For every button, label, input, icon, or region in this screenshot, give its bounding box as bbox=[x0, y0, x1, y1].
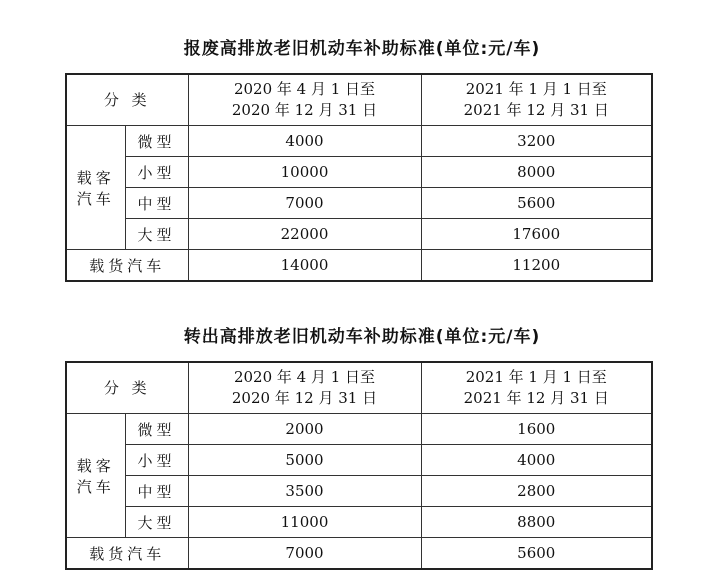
category-header: 分 类 bbox=[66, 74, 188, 126]
period-2-end: 2021 年 12 月 31 日 bbox=[463, 101, 609, 119]
truck-label: 载货汽车 bbox=[66, 250, 188, 282]
subsidy-2020: 10000 bbox=[188, 157, 421, 188]
subsidy-2020: 3500 bbox=[188, 476, 421, 507]
group-label-line: 载客 bbox=[76, 456, 115, 475]
transfer-subsidy-table bbox=[65, 361, 653, 570]
vehicle-type: 微型 bbox=[125, 414, 188, 445]
vehicle-type: 中型 bbox=[125, 188, 188, 219]
table-2-title: 转出高排放老旧机动车补助标准(单位:元/车) bbox=[183, 327, 541, 347]
vehicle-type: 小型 bbox=[125, 157, 188, 188]
group-label-line: 汽车 bbox=[76, 189, 115, 208]
period-2-header bbox=[421, 74, 652, 126]
subsidy-2020: 14000 bbox=[188, 250, 421, 282]
vehicle-type: 小型 bbox=[125, 445, 188, 476]
group-label-line: 载客 bbox=[76, 168, 115, 187]
table-row bbox=[66, 157, 652, 188]
table-1-title: 报废高排放老旧机动车补助标准(单位:元/车) bbox=[183, 39, 541, 59]
period-1-start: 2020 年 4 月 1 日至 bbox=[233, 80, 376, 98]
subsidy-2021: 8000 bbox=[421, 157, 652, 188]
table-row bbox=[66, 476, 652, 507]
passenger-car-group-label bbox=[66, 414, 125, 538]
subsidy-2021: 8800 bbox=[421, 507, 652, 538]
subsidy-2021: 2800 bbox=[421, 476, 652, 507]
scrap-subsidy-table bbox=[65, 73, 653, 282]
subsidy-2020: 4000 bbox=[188, 126, 421, 157]
vehicle-type: 大型 bbox=[125, 507, 188, 538]
subsidy-2020: 5000 bbox=[188, 445, 421, 476]
period-2-start: 2021 年 1 月 1 日至 bbox=[465, 368, 607, 386]
vehicle-type: 微型 bbox=[125, 126, 188, 157]
subsidy-2020: 7000 bbox=[188, 188, 421, 219]
subsidy-2020: 22000 bbox=[188, 219, 421, 250]
table-row bbox=[66, 188, 652, 219]
subsidy-2021: 3200 bbox=[421, 126, 652, 157]
vehicle-type: 大型 bbox=[125, 219, 188, 250]
table-row bbox=[66, 126, 652, 157]
period-1-header bbox=[188, 74, 421, 126]
period-2-start: 2021 年 1 月 1 日至 bbox=[465, 80, 607, 98]
table-header-row bbox=[66, 74, 652, 126]
passenger-car-group-label bbox=[66, 126, 125, 250]
table-header-row bbox=[66, 362, 652, 414]
subsidy-2021: 17600 bbox=[421, 219, 652, 250]
period-2-header bbox=[421, 362, 652, 414]
period-1-header bbox=[188, 362, 421, 414]
subsidy-2021: 5600 bbox=[421, 188, 652, 219]
vehicle-type: 中型 bbox=[125, 476, 188, 507]
table-row bbox=[66, 538, 652, 570]
group-label-line: 汽车 bbox=[76, 477, 115, 496]
subsidy-2021: 5600 bbox=[421, 538, 652, 570]
subsidy-2021: 4000 bbox=[421, 445, 652, 476]
subsidy-2020: 7000 bbox=[188, 538, 421, 570]
table-row bbox=[66, 414, 652, 445]
subsidy-2020: 11000 bbox=[188, 507, 421, 538]
subsidy-2021: 1600 bbox=[421, 414, 652, 445]
category-header: 分 类 bbox=[66, 362, 188, 414]
period-1-end: 2020 年 12 月 31 日 bbox=[231, 101, 378, 119]
subsidy-2021: 11200 bbox=[421, 250, 652, 282]
table-row bbox=[66, 219, 652, 250]
period-1-end: 2020 年 12 月 31 日 bbox=[231, 389, 378, 407]
table-row bbox=[66, 250, 652, 282]
period-1-start: 2020 年 4 月 1 日至 bbox=[233, 368, 376, 386]
truck-label: 载货汽车 bbox=[66, 538, 188, 570]
table-row bbox=[66, 507, 652, 538]
period-2-end: 2021 年 12 月 31 日 bbox=[463, 389, 609, 407]
subsidy-2020: 2000 bbox=[188, 414, 421, 445]
table-row bbox=[66, 445, 652, 476]
